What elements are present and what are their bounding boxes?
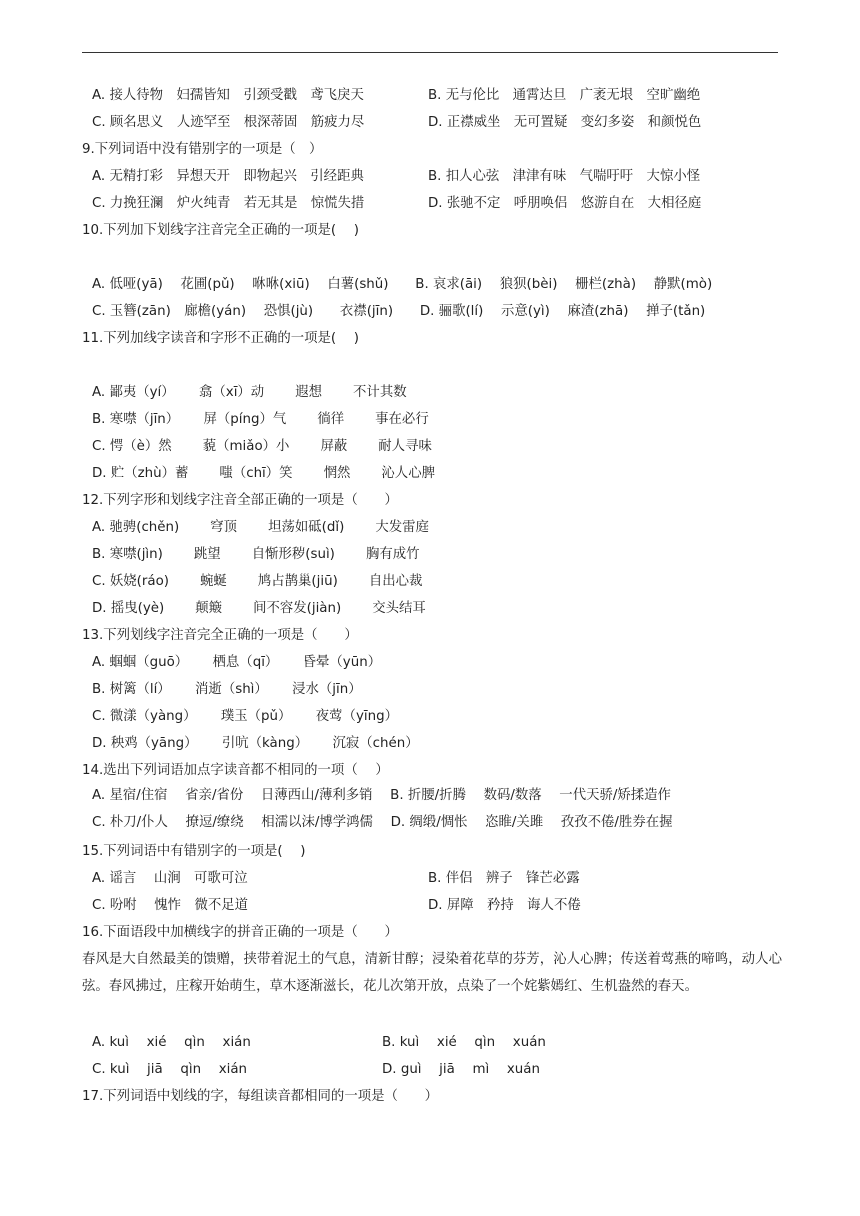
option-text: A. 驰骋(chěn) 穹顶 坦荡如砥(dǐ) 大发雷庭 bbox=[92, 520, 429, 535]
option-text: C. 吩咐 愧怍 微不足道 bbox=[92, 898, 249, 913]
question-text: 14.选出下列词语加点字读音都不相同的一项（ ） bbox=[82, 763, 389, 778]
question-text: 16.下面语段中加横线字的拼音正确的一项是（ ） bbox=[82, 925, 398, 940]
option-text: A. 谣言 山涧 可歌可泣 bbox=[92, 871, 248, 886]
option-text: B. 扣人心弦 津津有味 气喘吁吁 大惊小怪 bbox=[428, 169, 701, 184]
option-text: A. 蝈蝈（guō） 栖息（qī） 昏晕（yūn） bbox=[92, 655, 382, 670]
option-text: C. 朴刀/仆人 撩逗/缭绕 相濡以沫/博学鸿儒 D. 绸缎/惆怅 恣睢/关雎 孜孜不倦/胜券在握 bbox=[92, 815, 673, 830]
option-text: A. 无精打彩 异想天开 即物起兴 引经距典 bbox=[92, 169, 364, 184]
question-text: 17.下列词语中划线的字，每组读音都相同的一项是（ ） bbox=[82, 1089, 439, 1104]
option-text: B. 树篱（lí） 消逝（shì） 浸水（jīn） bbox=[92, 682, 362, 697]
option-text: D. 秧鸡（yāng） 引吭（kàng） 沉寂（chén） bbox=[92, 736, 419, 751]
option-text: A. 接人待物 妇孺皆知 引颈受戳 鸢飞戾天 bbox=[92, 88, 364, 103]
option-text: C. 妖娆(ráo) 蜿蜒 鸠占鹊巢(jiū) 自出心裁 bbox=[92, 574, 423, 589]
option-text: B. 寒噤（jīn） 屏（píng）气 徜徉 事在必行 bbox=[92, 412, 429, 427]
option-text: A. 低哑(yā) 花圃(pǔ) 咻咻(xiū) 白薯(shǔ) B. 哀求(āi) 狼狈(bèi) 栅栏(zhà) 静默(mò) bbox=[92, 277, 713, 292]
option-text: D. 摇曳(yè) 颠簸 间不容发(jiàn) 交头结耳 bbox=[92, 601, 426, 616]
option-text: D. 正襟威坐 无可置疑 变幻多姿 和颜悦色 bbox=[428, 115, 702, 130]
option-text: B. 伴侣 辨子 锋芒必露 bbox=[428, 871, 580, 886]
option-text: C. 愕（è）然 藐（miǎo）小 屏蔽 耐人寻味 bbox=[92, 439, 432, 454]
option-text: C. 顾名思义 人迹罕至 根深蒂固 筋疲力尽 bbox=[92, 115, 365, 130]
option-text: D. 屏障 矜持 诲人不倦 bbox=[428, 898, 581, 913]
option-text: C. kuì jiā qìn xián bbox=[92, 1062, 248, 1077]
option-text: A. kuì xié qìn xián bbox=[92, 1035, 251, 1050]
option-text: D. guì jiā mì xuán bbox=[382, 1062, 540, 1077]
question-text: 15.下列词语中有错别字的一项是( ) bbox=[82, 844, 306, 859]
option-text: D. 贮（zhù）蓄 嗤（chī）笑 惘然 沁人心脾 bbox=[92, 466, 435, 481]
option-text: B. 无与伦比 通霄达旦 广袤无垠 空旷幽绝 bbox=[428, 88, 701, 103]
option-text: B. kuì xié qìn xuán bbox=[382, 1035, 546, 1050]
option-text: C. 玉簪(zān) 廊檐(yán) 恐惧(jù) 衣襟(jīn) D. 骊歌(lí) 示意(yì) 麻渣(zhā) 掸子(tǎn) bbox=[92, 304, 706, 319]
passage-paragraph: 春风是大自然最美的馈赠，挟带着泥土的气息，清新甘醇；浸染着花草的芬芳，沁人心脾；传送着莺燕的啼鸣，动人心弦。春风拂过，庄稼开始萌生，草木逐渐滋长，花儿次第开放，点染了一个姹紫嫣红、生机盎然的春天。 bbox=[82, 952, 782, 994]
option-text: C. 力挽狂澜 炉火纯青 若无其是 惊慌失措 bbox=[92, 196, 365, 211]
question-text: 9.下列词语中没有错别字的一项是（ ） bbox=[82, 142, 323, 157]
option-text: D. 张驰不定 呼朋唤侣 悠游自在 大相径庭 bbox=[428, 196, 702, 211]
option-text: B. 寒噤(jìn) 跳望 自惭形秽(suì) 胸有成竹 bbox=[92, 547, 420, 562]
option-text: C. 微漾（yàng） 璞玉（pǔ） 夜莺（yīng） bbox=[92, 709, 398, 724]
header-rule bbox=[82, 52, 778, 53]
question-text: 10.下列加下划线字注音完全正确的一项是( ) bbox=[82, 223, 360, 238]
option-text: A. 星宿/住宿 省亲/省份 日薄西山/薄利多销 B. 折腰/折腾 数码/数落 一代天骄/矫揉造作 bbox=[92, 788, 671, 803]
question-text: 12.下列字形和划线字注音全部正确的一项是（ ） bbox=[82, 493, 398, 508]
question-text: 11.下列加线字读音和字形不正确的一项是( ) bbox=[82, 331, 360, 346]
question-text: 13.下列划线字注音完全正确的一项是（ ） bbox=[82, 628, 358, 643]
option-text: A. 鄙夷（yí） 翕（xī）动 遐想 不计其数 bbox=[92, 385, 407, 400]
